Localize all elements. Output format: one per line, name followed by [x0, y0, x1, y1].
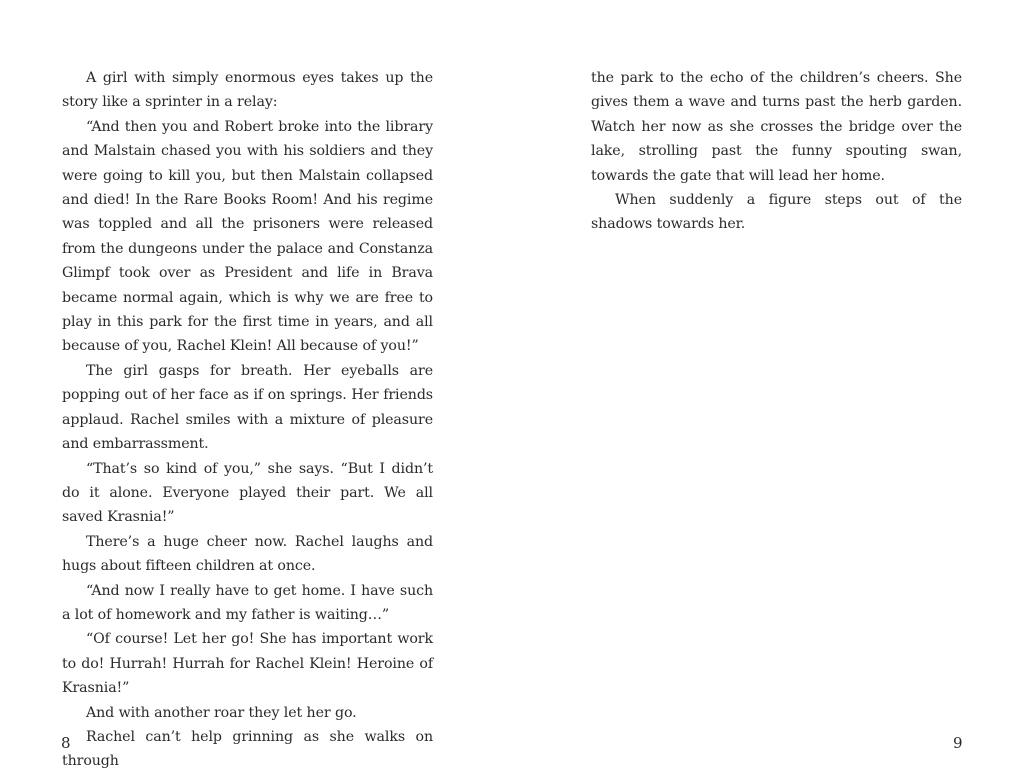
paragraph: “And now I really have to get home. I have such a lot of homework and my father is waiting…” — [62, 582, 433, 623]
paragraph: “And then you and Robert broke into the library and Malstain chased you with his soldiers and they were going to kill you, but then Malstain collapsed and died! In the Rare Books Room! And his regime was toppled and all the prisoners were released from the dungeons under the palace and Constanza Glimpf took over as President and life in Brava became normal again, which is why we are free to play in this park for the first time in years, and all because of you, Rachel Klein! All because of you!” — [62, 118, 433, 355]
paragraph: When suddenly a figure steps out of the shadows towards her. — [591, 192, 962, 233]
paragraph: There’s a huge cheer now. Rachel laughs and hugs about fifteen children at once. — [62, 533, 433, 575]
paragraph: “Of course! Let her go! She has important work to do! Hurrah! Hurrah for Rachel Klein! Heroine of Krasnia!” — [62, 631, 433, 697]
paragraph: And with another roar they let her go. — [86, 704, 357, 721]
right-page — [512, 0, 1024, 780]
paragraph: The girl gasps for breath. Her eyeballs are popping out of her face as if on springs. Her friends applaud. Rachel smiles with a mixture of pleasure and embarrassment. — [62, 362, 433, 453]
paragraph: A girl with simply enormous eyes takes up the story like a sprinter in a relay: — [62, 70, 433, 111]
page-number-right: 9 — [953, 734, 963, 752]
paragraph: Rachel can’t help grinning as she walks on through — [62, 728, 433, 770]
paragraph: “That’s so kind of you,” she says. “But I didn’t do it alone. Everyone played their part. We all saved Krasnia!” — [62, 460, 433, 526]
page-number-left: 8 — [61, 734, 71, 752]
left-text-column — [62, 66, 433, 774]
paragraph-continued: the park to the echo of the children’s cheers. She gives them a wave and turns past the herb garden. Watch her now as she crosses the bridge over the lake, strolling past the funny spouting swan, towards the gate that will lead her home. — [591, 70, 962, 184]
right-text-column — [591, 66, 962, 237]
